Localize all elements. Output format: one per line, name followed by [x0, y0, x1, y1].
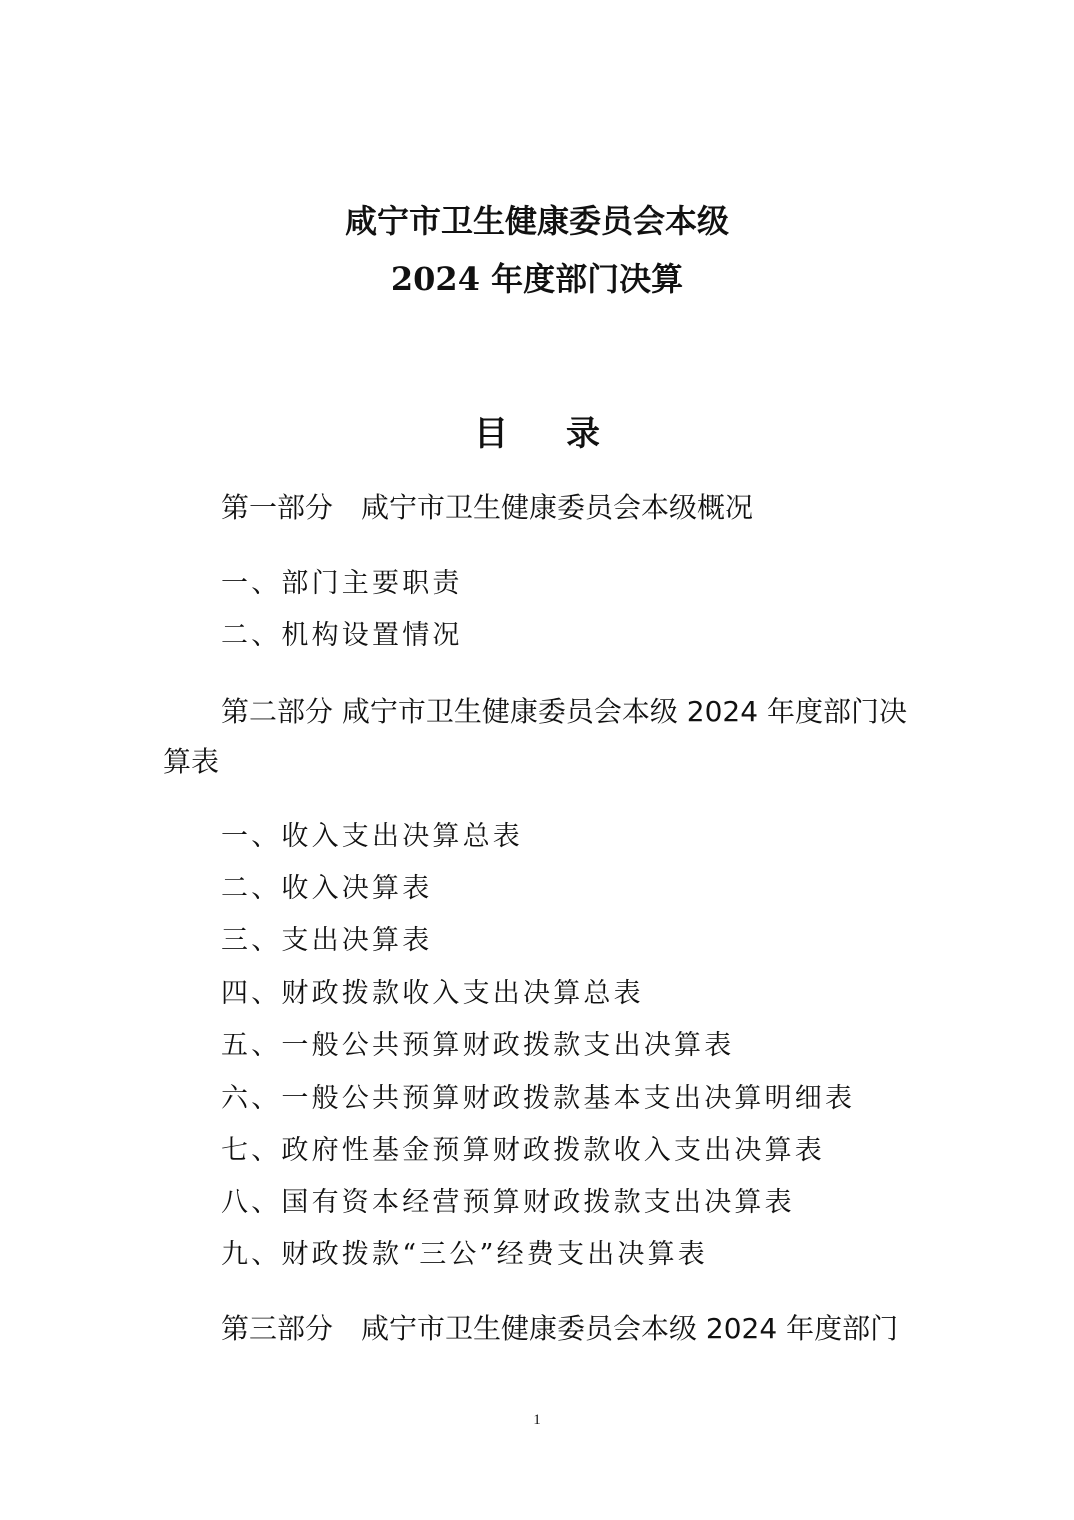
toc-part2-heading-line2: 算表: [163, 745, 220, 778]
toc-part3-label: 第三部分: [221, 1312, 334, 1345]
toc-part1-title: 咸宁市卫生健康委员会本级概况: [361, 491, 754, 524]
toc-part2-item-8: 八、国有资本经营预算财政拨款支出决算表: [221, 1187, 795, 1218]
toc-part2-heading-line1: 第二部分 咸宁市卫生健康委员会本级 2024 年度部门决: [221, 695, 907, 728]
toc-part2-item-1: 一、收入支出决算总表: [221, 821, 523, 852]
toc-part2-item-9: 九、财政拨款“三公”经费支出决算表: [221, 1239, 709, 1270]
toc-part3-title: 咸宁市卫生健康委员会本级 2024 年度部门: [361, 1312, 899, 1345]
toc-part2-item-7: 七、政府性基金预算财政拨款收入支出决算表: [221, 1135, 825, 1166]
toc-part2-item-2: 二、收入决算表: [221, 873, 433, 904]
toc-heading-char-1: 目: [474, 414, 508, 454]
toc-part1-item-2: 二、机构设置情况: [221, 620, 463, 651]
toc-part2-item-5: 五、一般公共预算财政拨款支出决算表: [221, 1030, 735, 1061]
toc-part1-label: 第一部分: [221, 491, 334, 524]
toc-part1-heading: [221, 491, 754, 524]
document-title-line1: 咸宁市卫生健康委员会本级: [344, 202, 729, 240]
page-number: 1: [533, 1412, 541, 1428]
toc-part2-item-6: 六、一般公共预算财政拨款基本支出决算明细表: [221, 1083, 856, 1114]
toc-part1-item-1: 一、部门主要职责: [221, 568, 463, 599]
toc-part3-heading: [221, 1312, 899, 1345]
toc-part2-item-4: 四、财政拨款收入支出决算总表: [221, 978, 644, 1009]
toc-part2-item-3: 三、支出决算表: [221, 925, 433, 956]
toc-heading: [0, 406, 1074, 455]
toc-heading-char-2: 录: [566, 414, 600, 454]
document-title-line2: 2024 年度部门决算: [390, 260, 684, 298]
